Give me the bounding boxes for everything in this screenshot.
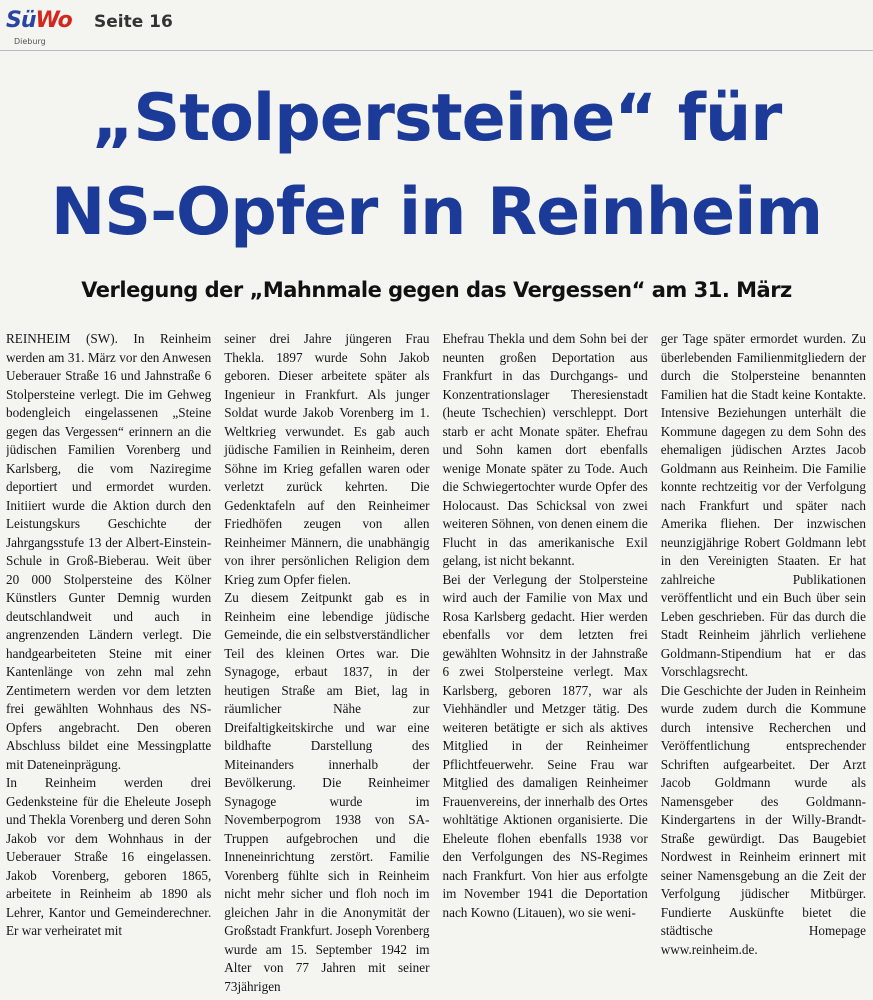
paragraph: In Reinheim werden drei Gedenksteine für die Eheleute Joseph und Thekla Vorenberg und deren Sohn Jakob vor dem Wohnhaus in der Ueberauer Straße 16 eingelassen. Jakob Vorenberg, geboren 1865, arbeitete in Reinheim ab 1890 als Lehrer, Kantor und Gemeinderechner. Er war verheiratet mit [6, 775, 212, 938]
edition-label: Dieburg [14, 37, 46, 46]
article-headline [0, 72, 873, 260]
text-column-1 [6, 330, 211, 996]
paragraph: Die Geschichte der Juden in Reinheim wurde zudem durch die Kommune durch intensive Recherchen und Veröffentlichung entsprechender Schriften aufgearbeitet. Der Arzt Jacob Goldmann wurde als Namensgeber des Goldmann-Kindergartens in der Willy-Brandt-Straße gewürdigt. Das Baugebiet Nordwest in Reinheim erinnert mit seiner Namensgebung an die Zeit der Verfolgung jüdischer Mitbürger. Fundierte Auskünfte bietet die städtische Homepage www.reinheim.de. [660, 682, 866, 957]
page-number: Seite 16 [94, 12, 173, 32]
paragraph: seiner drei Jahre jüngeren Frau Thekla. 1897 wurde Sohn Jakob geboren. Dieser arbeitete später als Ingenieur in Frankfurt. Als junger Soldat wurde Jakob Vorenberg im 1. Weltkrieg verwundet. Es gab auch jüdische Familien in Reinheim, deren Söhne im Krieg gefallen waren oder verletzt zurück kehrten. Die Gedenktafeln auf den Reinheimer Friedhöfen zeugen von allen Reinheimer Männern, die unabhängig von ihrer persönlichen Religion dem Krieg zum Opfer fielen. [224, 331, 430, 587]
header-divider [0, 50, 873, 51]
paragraph: REINHEIM (SW). In Reinheim werden am 31. März vor den Anwesen Ueberauer Straße 16 und Jahnstraße 6 Stolpersteine verlegt. Die im Gehweg bodengleich eingelassenen „Steine gegen das Vergessen“ erinnern an die jüdischen Familien Vorenberg und Karlsberg, die vom Naziregime deportiert und ermordet wurden. Initiiert wurde die Aktion durch den Leistungskurs Geschichte der Jahrgangsstufe 13 der Albert-Einstein-Schule in Groß-Bieberau. Weit über 20 000 Stolpersteine des Kölner Künstlers Gunter Demnig wurden deutschlandweit und auch in angrenzenden Ländern verlegt. Die handgearbeiteten Steine mit einer Kantenlänge von zehn mal zehn Zentimetern werden vor dem letzten frei gewählten Wohnhaus des NS-Opfers angebracht. Den oberen Abschluss bildet eine Messingplatte mit Dateneinprägung. [6, 331, 212, 772]
paragraph: Ehefrau Thekla und dem Sohn bei der neunten großen Deportation aus Frankfurt in das Durchgangs- und Konzentrationslager Theresienstadt (heute Tschechien) verschleppt. Dort starb er acht Monate später. Ehefrau und Sohn kamen dort ebenfalls wenige Monate später zu Tode. Auch die Schwiegertochter wurde Opfer des Holocaust. Das Schicksal von zwei weiteren Söhnen, von denen einem die Flucht in das amerikanische Exil gelang, ist nicht bekannt. [442, 331, 648, 568]
paragraph: Zu diesem Zeitpunkt gab es in Reinheim eine lebendige jüdische Gemeinde, die ein selbstverständlicher Teil des kleinen Ortes war. Die Synagoge, erbaut 1837, in der heutigen Straße am Biet, lag in räumlicher Nähe zur Dreifaltigkeitskirche und war eine bildhafte Darstellung des Miteinanders innerhalb der Bevölkerung. Die Reinheimer Synagoge wurde im Novemberpogrom 1938 von SA-Truppen aufgebrochen und die Inneneinrichtung zerstört. Familie Vorenberg fühlte sich in Reinheim nicht mehr sicher und floh noch im gleichen Jahr in die Anonymität der Großstadt Frankfurt. Joseph Vorenberg wurde am 15. September 1942 im Alter von 77 Jahren mit seiner 73jährigen [224, 590, 430, 994]
text-column-4 [661, 330, 866, 996]
masthead [6, 6, 306, 50]
headline-line-1: „Stolpersteine“ für [91, 81, 782, 156]
headline-line-2: NS-Opfer in Reinheim [50, 175, 823, 250]
paragraph: Bei der Verlegung der Stolpersteine wird auch der Familie von Max und Rosa Karlsberg gedacht. Hier werden ebenfalls vor dem letzten frei gewählten Wohnsitz in der Jahnstraße 6 zwei Stolpersteine verlegt. Max Karlsberg, geboren 1877, war als Viehhändler und Metzger tätig. Des weiteren betätigte er sich als aktives Mitglied in der Reinheimer Pflichtfeuerwehr. Seine Frau war Mitglied des damaligen Reinheimer Frauenvereins, der innerhalb des Ortes wohltätige Aktionen organisierte. Die Eheleute flohen ebenfalls 1938 vor den Verfolgungen des NS-Regimes nach Frankfurt. Von hier aus erfolgte im November 1941 die Deportation nach Kowno (Litauen), wo sie weni- [442, 571, 648, 920]
text-column-3 [443, 330, 648, 996]
text-column-2 [224, 330, 429, 996]
article-body [6, 330, 866, 996]
newspaper-logo: SüWo [6, 8, 72, 33]
article-subheadline: Verlegung der „Mahnmale gegen das Vergessen“ am 31. März [81, 278, 792, 302]
paragraph: ger Tage später ermordet wurden. Zu überlebenden Familienmitgliedern der durch die Stolpersteine benannten Familien hat die Stadt keine Kontakte. Intensive Beziehungen unterhält die Kommune dagegen zu dem Sohn des ehemaligen jüdischen Arztes Jacob Goldmann aus Reinheim. Die Familie konnte rechtzeitig vor der Verfolgung nach Frankfurt und später nach Amerika fliehen. Der inzwischen neunzigjährige Robert Goldmann lebt in den Vereinigten Staaten. Er hat zahlreiche Publikationen veröffentlicht und ein Buch über sein Leben geschrieben. Für das durch die Stadt Reinheim jährlich verliehene Goldmann-Stipendium hat er das Vorschlagsrecht. [660, 331, 866, 679]
